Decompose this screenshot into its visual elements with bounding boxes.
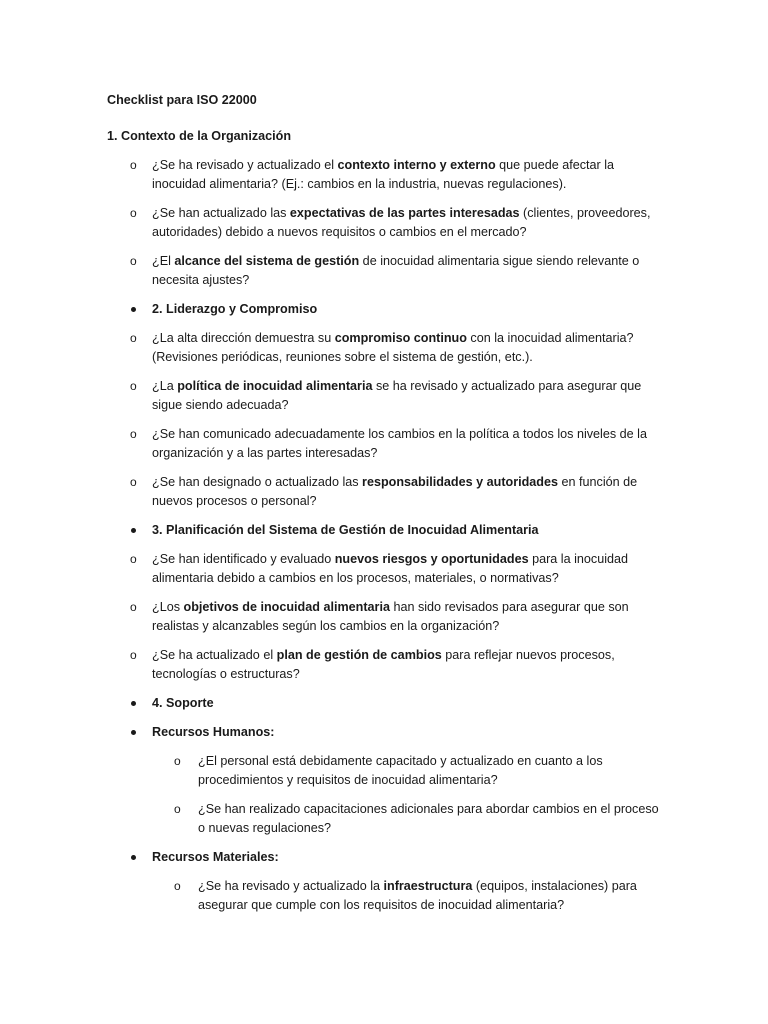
subsection-heading: Recursos Materiales: <box>107 848 667 867</box>
checklist-item <box>107 377 667 415</box>
disc-bullet-icon <box>131 307 136 312</box>
item-text: ¿El alcance del sistema de gestión de inocuidad alimentaria sigue siendo relevante o necesita ajustes? <box>152 254 640 287</box>
section-heading-bulleted: 4. Soporte <box>107 694 667 713</box>
disc-bullet-icon <box>131 701 136 706</box>
circle-bullet-icon: o <box>130 648 137 662</box>
document-title: Checklist para ISO 22000 <box>107 93 257 107</box>
item-text: ¿Se ha actualizado el plan de gestión de cambios para reflejar nuevos procesos, tecnologías o estructuras? <box>152 648 615 681</box>
circle-bullet-icon: o <box>130 158 137 172</box>
item-text: ¿La política de inocuidad alimentaria se ha revisado y actualizado para asegurar que sigue siendo adecuada? <box>152 379 642 412</box>
circle-bullet-icon: o <box>130 254 137 268</box>
circle-bullet-icon: o <box>130 379 137 393</box>
checklist-item <box>107 646 667 684</box>
circle-bullet-icon: o <box>130 600 137 614</box>
item-text: ¿Se han actualizado las expectativas de las partes interesadas (clientes, proveedores, autoridades) debido a nuevos requisitos o cambios en el mercado? <box>152 206 651 239</box>
checklist-subitem <box>107 877 667 915</box>
checklist-item <box>107 550 667 588</box>
section-heading-bulleted: 2. Liderazgo y Compromiso <box>107 300 667 319</box>
item-text: ¿Se han designado o actualizado las responsabilidades y autoridades en función de nuevos procesos o personal? <box>152 475 638 508</box>
item-text: ¿El personal está debidamente capacitado y actualizado en cuanto a los procedimientos y requisitos de inocuidad alimentaria? <box>198 754 603 787</box>
disc-bullet-icon <box>131 855 136 860</box>
disc-bullet-icon <box>131 730 136 735</box>
item-text: ¿Se han comunicado adecuadamente los cambios en la política a todos los niveles de la organización y a las partes interesadas? <box>152 427 647 460</box>
circle-bullet-icon: o <box>130 475 137 489</box>
circle-bullet-icon: o <box>174 754 181 768</box>
checklist-subitem <box>107 800 667 838</box>
checklist-item <box>107 329 667 367</box>
checklist-item <box>107 598 667 636</box>
item-text: ¿La alta dirección demuestra su compromiso continuo con la inocuidad alimentaria? (Revisiones periódicas, reuniones sobre el sistema de gestión, etc.). <box>152 331 634 364</box>
section-heading-bulleted: 3. Planificación del Sistema de Gestión de Inocuidad Alimentaria <box>107 521 667 540</box>
item-text: ¿Se han identificado y evaluado nuevos riesgos y oportunidades para la inocuidad alimentaria debido a cambios en los procesos, materiales, o normativas? <box>152 552 629 585</box>
checklist-item <box>107 204 667 242</box>
checklist-item <box>107 252 667 290</box>
item-text: ¿Se ha revisado y actualizado el contexto interno y externo que puede afectar la inocuidad alimentaria? (Ej.: cambios en la industria, nuevas regulaciones). <box>152 158 615 191</box>
circle-bullet-icon: o <box>130 552 137 566</box>
document-body <box>107 91 667 925</box>
item-text: ¿Se ha revisado y actualizado la infraestructura (equipos, instalaciones) para asegurar que cumple con los requisitos de inocuidad alimentaria? <box>198 879 637 912</box>
section-heading: 1. Contexto de la Organización <box>107 129 292 143</box>
circle-bullet-icon: o <box>130 331 137 345</box>
checklist-item <box>107 473 667 511</box>
disc-bullet-icon <box>131 528 136 533</box>
item-text: ¿Se han realizado capacitaciones adicionales para abordar cambios en el proceso o nuevas regulaciones? <box>198 802 659 835</box>
circle-bullet-icon: o <box>174 802 181 816</box>
checklist-subitem <box>107 752 667 790</box>
circle-bullet-icon: o <box>130 206 137 220</box>
item-text: ¿Los objetivos de inocuidad alimentaria han sido revisados para asegurar que son realistas y alcanzables según los cambios en la organización? <box>152 600 629 633</box>
circle-bullet-icon: o <box>174 879 181 893</box>
checklist-item <box>107 425 667 463</box>
circle-bullet-icon: o <box>130 427 137 441</box>
subsection-heading: Recursos Humanos: <box>107 723 667 742</box>
checklist-item <box>107 156 667 194</box>
